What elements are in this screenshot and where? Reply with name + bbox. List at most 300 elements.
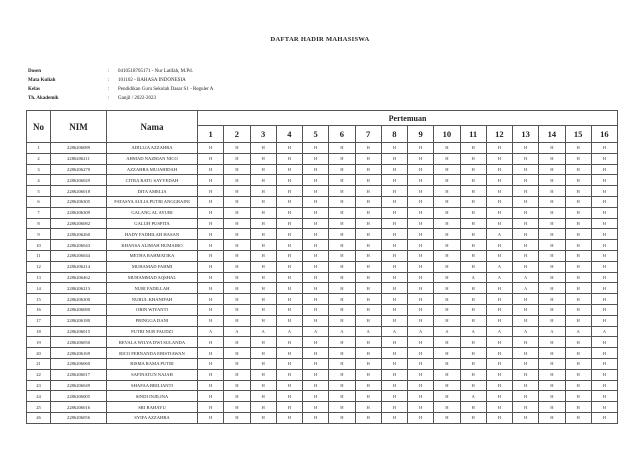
table-row: [27, 380, 618, 391]
cell-attendance: H: [513, 348, 539, 359]
cell-attendance: H: [513, 261, 539, 272]
cell-attendance: H: [276, 391, 302, 402]
cell-attendance: H: [381, 283, 407, 294]
cell-nama: AZZAHRA MUJAHIDAH: [107, 164, 198, 175]
cell-attendance: H: [513, 358, 539, 369]
cell-attendance: H: [591, 261, 617, 272]
cell-attendance: H: [460, 304, 486, 315]
cell-attendance: H: [303, 358, 329, 369]
cell-attendance: H: [539, 229, 565, 240]
cell-no: 3: [27, 164, 51, 175]
cell-attendance: H: [381, 412, 407, 423]
cell-attendance: H: [513, 337, 539, 348]
cell-attendance: H: [486, 196, 512, 207]
cell-attendance: H: [381, 294, 407, 305]
cell-attendance: H: [355, 380, 381, 391]
cell-attendance: H: [224, 412, 250, 423]
cell-attendance: H: [460, 283, 486, 294]
cell-nama: CITRA RATU SAYYEDAH: [107, 175, 198, 186]
cell-nama: PRINGGA DANI: [107, 315, 198, 326]
cell-attendance: H: [250, 402, 276, 413]
table-row: [27, 272, 618, 283]
cell-nama: MUHAMAD FAHMI: [107, 261, 198, 272]
cell-attendance: H: [565, 391, 591, 402]
cell-attendance: H: [539, 337, 565, 348]
cell-attendance: H: [224, 391, 250, 402]
cell-attendance: H: [486, 218, 512, 229]
cell-attendance: H: [486, 304, 512, 315]
cell-nim: 2286206270: [51, 164, 107, 175]
cell-attendance: H: [408, 196, 434, 207]
cell-attendance: H: [408, 153, 434, 164]
header-pertemuan: Pertemuan: [198, 111, 618, 126]
cell-attendance: H: [355, 186, 381, 197]
cell-attendance: H: [355, 283, 381, 294]
cell-attendance: H: [408, 412, 434, 423]
cell-nim: 2286206056: [51, 412, 107, 423]
table-row: [27, 358, 618, 369]
cell-no: 2: [27, 153, 51, 164]
info-separator: :: [108, 96, 110, 101]
cell-attendance: H: [565, 348, 591, 359]
cell-nim: 2286206015: [51, 326, 107, 337]
cell-attendance: H: [250, 240, 276, 251]
cell-attendance: H: [539, 240, 565, 251]
cell-attendance: H: [381, 207, 407, 218]
cell-attendance: H: [486, 250, 512, 261]
info-label: Mata Kuliah: [28, 78, 56, 83]
cell-attendance: H: [591, 207, 617, 218]
cell-attendance: H: [198, 348, 224, 359]
cell-attendance: H: [355, 240, 381, 251]
cell-attendance: H: [276, 294, 302, 305]
table-row: [27, 326, 618, 337]
cell-attendance: A: [486, 229, 512, 240]
cell-attendance: H: [198, 229, 224, 240]
cell-attendance: H: [591, 304, 617, 315]
cell-attendance: H: [276, 240, 302, 251]
cell-attendance: H: [591, 283, 617, 294]
cell-attendance: A: [460, 326, 486, 337]
cell-attendance: H: [539, 380, 565, 391]
cell-attendance: H: [381, 358, 407, 369]
cell-attendance: H: [276, 348, 302, 359]
cell-attendance: H: [198, 196, 224, 207]
cell-attendance: H: [355, 337, 381, 348]
cell-attendance: H: [198, 369, 224, 380]
cell-attendance: H: [303, 229, 329, 240]
cell-attendance: H: [224, 261, 250, 272]
cell-attendance: H: [198, 412, 224, 423]
cell-attendance: H: [329, 358, 355, 369]
cell-attendance: H: [198, 207, 224, 218]
cell-attendance: H: [329, 207, 355, 218]
cell-attendance: H: [355, 218, 381, 229]
cell-no: 6: [27, 196, 51, 207]
cell-attendance: H: [434, 207, 460, 218]
cell-attendance: H: [460, 261, 486, 272]
cell-attendance: H: [329, 250, 355, 261]
cell-attendance: H: [539, 304, 565, 315]
cell-attendance: H: [539, 294, 565, 305]
cell-no: 9: [27, 229, 51, 240]
cell-no: 25: [27, 402, 51, 413]
cell-attendance: H: [224, 380, 250, 391]
header-meeting-number: 2: [224, 126, 250, 143]
cell-attendance: H: [434, 153, 460, 164]
cell-attendance: H: [250, 153, 276, 164]
cell-attendance: H: [381, 250, 407, 261]
cell-attendance: H: [250, 412, 276, 423]
cell-no: 8: [27, 218, 51, 229]
cell-attendance: H: [276, 218, 302, 229]
cell-attendance: H: [276, 358, 302, 369]
cell-nama: MUHAMMAD AQSHAL: [107, 272, 198, 283]
cell-attendance: H: [539, 402, 565, 413]
cell-attendance: H: [303, 261, 329, 272]
header-meeting-number: 14: [539, 126, 565, 143]
cell-attendance: H: [198, 402, 224, 413]
cell-attendance: H: [276, 229, 302, 240]
cell-attendance: H: [408, 283, 434, 294]
cell-attendance: H: [355, 348, 381, 359]
info-row: [28, 85, 213, 94]
cell-attendance: H: [434, 250, 460, 261]
cell-attendance: H: [329, 391, 355, 402]
cell-attendance: H: [486, 175, 512, 186]
cell-attendance: H: [303, 196, 329, 207]
cell-attendance: H: [565, 250, 591, 261]
cell-nim: 2286206017: [51, 369, 107, 380]
cell-attendance: H: [198, 304, 224, 315]
cell-attendance: H: [329, 348, 355, 359]
cell-attendance: H: [591, 337, 617, 348]
cell-attendance: H: [198, 240, 224, 251]
cell-no: 16: [27, 304, 51, 315]
cell-attendance: H: [276, 143, 302, 154]
cell-attendance: H: [329, 380, 355, 391]
cell-attendance: H: [303, 380, 329, 391]
cell-attendance: H: [276, 380, 302, 391]
cell-nama: SHAFAA BRILIANTI: [107, 380, 198, 391]
cell-no: 19: [27, 337, 51, 348]
cell-attendance: H: [565, 164, 591, 175]
cell-attendance: H: [486, 358, 512, 369]
cell-attendance: H: [276, 369, 302, 380]
cell-attendance: H: [303, 348, 329, 359]
cell-attendance: H: [486, 369, 512, 380]
cell-attendance: H: [591, 143, 617, 154]
cell-attendance: A: [513, 272, 539, 283]
cell-attendance: H: [303, 294, 329, 305]
cell-attendance: H: [408, 304, 434, 315]
cell-attendance: H: [460, 412, 486, 423]
cell-attendance: H: [408, 240, 434, 251]
cell-attendance: A: [434, 326, 460, 337]
cell-attendance: H: [198, 218, 224, 229]
cell-attendance: H: [486, 402, 512, 413]
cell-attendance: H: [303, 240, 329, 251]
cell-attendance: H: [565, 229, 591, 240]
cell-attendance: A: [276, 326, 302, 337]
cell-attendance: H: [408, 337, 434, 348]
cell-attendance: H: [408, 143, 434, 154]
cell-attendance: H: [224, 294, 250, 305]
cell-attendance: H: [434, 412, 460, 423]
cell-attendance: H: [539, 250, 565, 261]
cell-nama: SYIFA AZZAHRA: [107, 412, 198, 423]
cell-attendance: H: [565, 380, 591, 391]
cell-nim: 2286206309: [51, 207, 107, 218]
cell-attendance: H: [539, 261, 565, 272]
table-row: [27, 412, 618, 423]
table-row: [27, 315, 618, 326]
cell-attendance: H: [460, 294, 486, 305]
cell-attendance: H: [329, 283, 355, 294]
table-row: [27, 240, 618, 251]
cell-attendance: H: [591, 294, 617, 305]
table-row: [27, 283, 618, 294]
header-meeting-number: 7: [355, 126, 381, 143]
cell-attendance: H: [486, 164, 512, 175]
cell-attendance: H: [250, 229, 276, 240]
cell-attendance: H: [513, 391, 539, 402]
cell-attendance: H: [303, 218, 329, 229]
cell-nim: 2286206080: [51, 304, 107, 315]
cell-attendance: H: [408, 207, 434, 218]
cell-attendance: H: [198, 337, 224, 348]
cell-attendance: H: [381, 196, 407, 207]
cell-attendance: H: [381, 175, 407, 186]
cell-attendance: H: [250, 294, 276, 305]
cell-attendance: H: [198, 358, 224, 369]
cell-attendance: H: [381, 261, 407, 272]
table-row: [27, 153, 618, 164]
cell-attendance: H: [460, 143, 486, 154]
cell-attendance: H: [198, 164, 224, 175]
cell-attendance: H: [381, 143, 407, 154]
cell-attendance: H: [513, 294, 539, 305]
cell-attendance: H: [565, 143, 591, 154]
info-label: Dosen: [28, 69, 42, 74]
cell-attendance: A: [355, 326, 381, 337]
header-meeting-number: 16: [591, 126, 617, 143]
cell-attendance: H: [539, 196, 565, 207]
cell-attendance: H: [434, 283, 460, 294]
cell-attendance: H: [486, 294, 512, 305]
cell-nama: METHA RAHMATIKA: [107, 250, 198, 261]
cell-nim: 2286206005: [51, 391, 107, 402]
cell-attendance: H: [591, 250, 617, 261]
cell-nama: ORIN WIYANTI: [107, 304, 198, 315]
cell-attendance: H: [329, 164, 355, 175]
cell-attendance: H: [198, 143, 224, 154]
cell-attendance: H: [224, 369, 250, 380]
cell-attendance: H: [329, 402, 355, 413]
cell-attendance: H: [329, 315, 355, 326]
cell-attendance: H: [408, 261, 434, 272]
cell-attendance: H: [513, 304, 539, 315]
cell-attendance: H: [329, 196, 355, 207]
table-row: [27, 143, 618, 154]
table-row: [27, 348, 618, 359]
cell-attendance: H: [434, 196, 460, 207]
cell-attendance: H: [250, 380, 276, 391]
cell-nim: 2286206300: [51, 294, 107, 305]
table-row: [27, 164, 618, 175]
cell-attendance: H: [434, 229, 460, 240]
cell-attendance: H: [198, 250, 224, 261]
cell-attendance: H: [565, 369, 591, 380]
cell-attendance: H: [329, 304, 355, 315]
cell-attendance: H: [329, 294, 355, 305]
cell-attendance: H: [276, 337, 302, 348]
cell-nim: 2286206260: [51, 229, 107, 240]
cell-attendance: H: [381, 337, 407, 348]
cell-no: 18: [27, 326, 51, 337]
cell-attendance: H: [276, 250, 302, 261]
cell-attendance: H: [408, 348, 434, 359]
cell-attendance: H: [329, 272, 355, 283]
cell-attendance: H: [381, 348, 407, 359]
cell-attendance: H: [591, 240, 617, 251]
cell-nama: RICO FERNANDA ERISTIAWAN: [107, 348, 198, 359]
cell-attendance: H: [250, 304, 276, 315]
cell-nim: 2286206305: [51, 196, 107, 207]
cell-nama: NURUL KHANIFAH: [107, 294, 198, 305]
cell-attendance: H: [224, 153, 250, 164]
cell-attendance: H: [276, 186, 302, 197]
cell-attendance: H: [224, 175, 250, 186]
cell-attendance: H: [224, 207, 250, 218]
cell-attendance: H: [224, 283, 250, 294]
cell-attendance: H: [198, 153, 224, 164]
cell-nama: NURI FADILLAH: [107, 283, 198, 294]
cell-attendance: H: [565, 337, 591, 348]
cell-attendance: H: [460, 369, 486, 380]
cell-attendance: H: [460, 164, 486, 175]
cell-attendance: H: [565, 261, 591, 272]
cell-attendance: H: [565, 304, 591, 315]
cell-attendance: H: [565, 207, 591, 218]
cell-attendance: H: [460, 218, 486, 229]
cell-no: 14: [27, 283, 51, 294]
cell-attendance: H: [355, 391, 381, 402]
cell-attendance: H: [355, 164, 381, 175]
cell-attendance: H: [565, 412, 591, 423]
cell-attendance: H: [329, 218, 355, 229]
cell-attendance: H: [276, 153, 302, 164]
cell-attendance: H: [486, 207, 512, 218]
cell-attendance: H: [224, 348, 250, 359]
cell-nim: 2286206082: [51, 218, 107, 229]
cell-attendance: H: [565, 196, 591, 207]
cell-no: 21: [27, 358, 51, 369]
cell-nama: FATASYA AULIA PUTRI ANGGRAINI: [107, 196, 198, 207]
cell-attendance: H: [460, 240, 486, 251]
cell-attendance: H: [355, 261, 381, 272]
cell-attendance: H: [198, 380, 224, 391]
cell-attendance: H: [303, 369, 329, 380]
cell-attendance: H: [276, 164, 302, 175]
cell-nim: 2286206016: [51, 402, 107, 413]
cell-attendance: H: [381, 229, 407, 240]
cell-attendance: H: [198, 391, 224, 402]
cell-attendance: H: [381, 391, 407, 402]
cell-attendance: H: [355, 272, 381, 283]
cell-attendance: H: [355, 294, 381, 305]
cell-attendance: H: [565, 272, 591, 283]
cell-attendance: H: [460, 175, 486, 186]
cell-attendance: H: [539, 412, 565, 423]
cell-attendance: H: [513, 175, 539, 186]
cell-attendance: H: [591, 196, 617, 207]
cell-attendance: A: [513, 326, 539, 337]
cell-attendance: H: [303, 283, 329, 294]
cell-attendance: H: [355, 412, 381, 423]
header-meeting-number: 13: [513, 126, 539, 143]
cell-attendance: H: [565, 218, 591, 229]
cell-attendance: H: [329, 240, 355, 251]
cell-attendance: H: [355, 196, 381, 207]
cell-attendance: H: [224, 337, 250, 348]
cell-nim: 2286206018: [51, 186, 107, 197]
header-meeting-number: 5: [303, 126, 329, 143]
cell-attendance: H: [460, 402, 486, 413]
cell-attendance: H: [329, 186, 355, 197]
cell-attendance: H: [434, 348, 460, 359]
cell-attendance: A: [539, 326, 565, 337]
cell-attendance: H: [591, 402, 617, 413]
cell-attendance: H: [513, 250, 539, 261]
cell-attendance: H: [460, 153, 486, 164]
cell-attendance: H: [381, 240, 407, 251]
cell-attendance: H: [539, 186, 565, 197]
cell-attendance: H: [329, 261, 355, 272]
cell-attendance: H: [224, 218, 250, 229]
cell-attendance: H: [250, 283, 276, 294]
cell-attendance: H: [355, 229, 381, 240]
cell-nama: HADY FADHILAH HASAN: [107, 229, 198, 240]
cell-attendance: H: [329, 229, 355, 240]
cell-attendance: H: [250, 348, 276, 359]
cell-nim: 2286206044: [51, 250, 107, 261]
cell-attendance: H: [329, 337, 355, 348]
info-row: [28, 67, 213, 76]
cell-nim: 2286206049: [51, 380, 107, 391]
cell-attendance: H: [381, 369, 407, 380]
cell-attendance: H: [381, 304, 407, 315]
cell-attendance: H: [513, 315, 539, 326]
cell-nim: 2286206169: [51, 348, 107, 359]
cell-attendance: H: [513, 186, 539, 197]
cell-attendance: A: [565, 326, 591, 337]
cell-attendance: H: [539, 207, 565, 218]
cell-attendance: H: [355, 358, 381, 369]
cell-attendance: H: [355, 207, 381, 218]
cell-attendance: H: [329, 153, 355, 164]
cell-attendance: H: [381, 186, 407, 197]
cell-attendance: H: [539, 164, 565, 175]
cell-attendance: H: [591, 391, 617, 402]
cell-attendance: H: [486, 143, 512, 154]
cell-attendance: H: [591, 272, 617, 283]
cell-attendance: H: [513, 196, 539, 207]
cell-attendance: H: [539, 369, 565, 380]
cell-attendance: H: [513, 164, 539, 175]
cell-attendance: A: [486, 272, 512, 283]
cell-attendance: H: [486, 153, 512, 164]
